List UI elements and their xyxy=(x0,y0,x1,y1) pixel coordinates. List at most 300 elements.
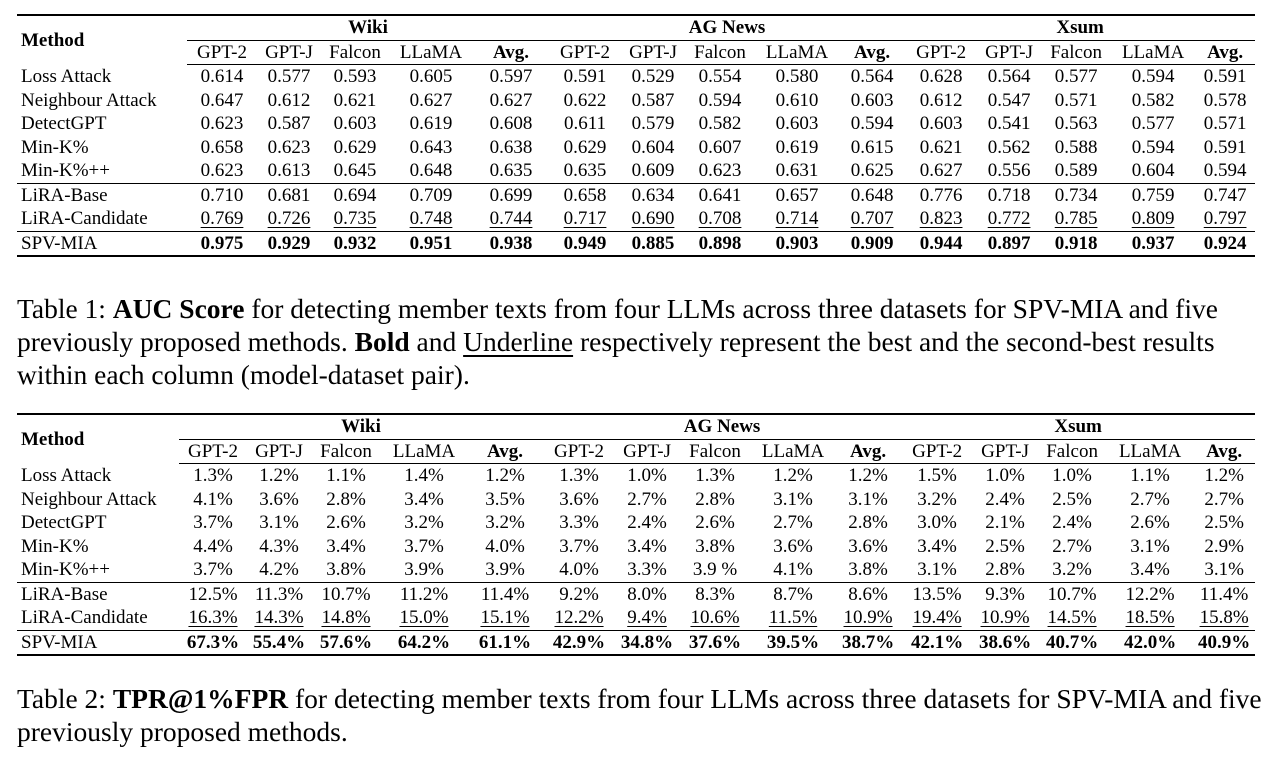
value: 2.8% xyxy=(848,512,888,533)
table-row xyxy=(17,535,1255,559)
value: 3.3% xyxy=(559,512,599,533)
value-cell xyxy=(1193,606,1255,630)
value-cell xyxy=(257,231,321,256)
value: 0.594 xyxy=(1203,160,1247,181)
model-header: Falcon xyxy=(311,439,381,464)
value: 8.7% xyxy=(773,583,813,605)
value: 0.759 xyxy=(1131,184,1175,206)
value: 0.604 xyxy=(631,136,675,158)
value-cell xyxy=(389,231,473,256)
value-cell xyxy=(621,207,685,231)
value-cell xyxy=(685,89,755,113)
value: 8.0% xyxy=(627,583,667,605)
value-cell xyxy=(549,231,621,256)
value-cell xyxy=(247,535,311,559)
value-cell xyxy=(389,159,473,183)
value: 0.885 xyxy=(631,232,675,254)
value-cell xyxy=(467,464,543,488)
model-header: GPT-2 xyxy=(187,40,257,65)
value: 3.1% xyxy=(917,559,957,580)
value: 3.6% xyxy=(773,535,813,557)
value-cell xyxy=(905,136,977,160)
method-name: SPV-MIA xyxy=(17,630,179,655)
value-cell xyxy=(257,159,321,183)
value-cell xyxy=(257,89,321,113)
table-row xyxy=(17,112,1255,136)
value: 18.5% xyxy=(1125,607,1175,628)
value: 0.589 xyxy=(1054,160,1098,181)
value: 9.4% xyxy=(627,607,667,628)
table-1-body xyxy=(17,15,1255,256)
value-cell xyxy=(1193,558,1255,582)
value-cell xyxy=(615,464,679,488)
dataset-header: AG News xyxy=(543,414,901,439)
value-cell xyxy=(973,511,1037,535)
value-cell xyxy=(257,65,321,89)
value-cell xyxy=(187,89,257,113)
value: 0.603 xyxy=(919,113,963,134)
value: 0.571 xyxy=(1203,113,1247,134)
value-cell xyxy=(1037,582,1107,606)
value-cell xyxy=(835,558,901,582)
value: 2.6% xyxy=(326,512,366,533)
value-cell xyxy=(615,582,679,606)
value: 4.4% xyxy=(193,535,233,557)
table-row xyxy=(17,136,1255,160)
value-cell xyxy=(187,231,257,256)
value: 38.7% xyxy=(841,631,895,653)
value: 0.658 xyxy=(200,136,244,158)
method-header: Method xyxy=(17,414,179,464)
value-cell xyxy=(905,89,977,113)
value-cell xyxy=(1041,231,1111,256)
value: 0.897 xyxy=(987,232,1031,254)
value-cell xyxy=(755,207,839,231)
value-cell xyxy=(179,511,247,535)
model-header: Falcon xyxy=(1037,439,1107,464)
value: 0.625 xyxy=(850,160,894,181)
value: 0.593 xyxy=(333,66,377,87)
value: 0.699 xyxy=(489,184,533,206)
value-cell xyxy=(247,511,311,535)
model-header: GPT-J xyxy=(621,40,685,65)
value-cell xyxy=(679,464,751,488)
value-cell xyxy=(679,488,751,512)
table-2-caption xyxy=(17,682,1262,748)
value-cell xyxy=(977,159,1041,183)
value: 2.1% xyxy=(985,512,1025,533)
value: 0.588 xyxy=(1054,136,1098,158)
caption-metric: AUC Score xyxy=(112,293,245,324)
value: 0.776 xyxy=(919,184,963,206)
value-cell xyxy=(247,630,311,655)
table-row xyxy=(17,511,1255,535)
value: 0.658 xyxy=(563,184,607,206)
value-cell xyxy=(549,136,621,160)
value: 1.2% xyxy=(848,465,888,486)
value-cell xyxy=(755,136,839,160)
value: 0.708 xyxy=(698,208,742,229)
value-cell xyxy=(311,511,381,535)
header-row-datasets xyxy=(17,15,1255,40)
value: 0.541 xyxy=(987,113,1031,134)
model-header: Avg. xyxy=(835,439,901,464)
value: 3.8% xyxy=(695,535,735,557)
value: 0.909 xyxy=(850,232,894,254)
value-cell xyxy=(1193,582,1255,606)
value: 4.3% xyxy=(259,535,299,557)
value-cell xyxy=(549,65,621,89)
dataset-header: Xsum xyxy=(901,414,1255,439)
value-cell xyxy=(549,183,621,207)
value: 0.619 xyxy=(775,136,819,158)
value-cell xyxy=(905,159,977,183)
value: 0.591 xyxy=(1203,136,1247,158)
value: 3.3% xyxy=(627,559,667,580)
value-cell xyxy=(179,606,247,630)
value-cell xyxy=(621,136,685,160)
model-header: GPT-2 xyxy=(549,40,621,65)
method-name: LiRA-Base xyxy=(17,183,187,207)
value: 3.1% xyxy=(259,512,299,533)
table-row xyxy=(17,488,1255,512)
value: 0.785 xyxy=(1054,208,1098,229)
model-header: GPT-2 xyxy=(179,439,247,464)
value: 42.9% xyxy=(552,631,606,653)
value: 0.612 xyxy=(267,89,311,111)
value: 15.8% xyxy=(1199,607,1249,628)
value-cell xyxy=(905,112,977,136)
value-cell xyxy=(247,606,311,630)
model-header: Avg. xyxy=(839,40,905,65)
model-header: LLaMA xyxy=(1111,40,1195,65)
method-name: Min-K% xyxy=(21,535,89,557)
value-cell xyxy=(381,511,467,535)
value-cell xyxy=(679,558,751,582)
value-cell xyxy=(1195,207,1255,231)
value-cell xyxy=(1195,65,1255,89)
value: 0.597 xyxy=(489,66,533,87)
value-cell xyxy=(1111,136,1195,160)
value: 2.4% xyxy=(627,512,667,533)
value: 3.9% xyxy=(485,559,525,580)
value-cell xyxy=(311,464,381,488)
method-header: Method xyxy=(17,15,187,65)
value-cell xyxy=(1037,606,1107,630)
value: 0.529 xyxy=(631,66,675,87)
value-cell xyxy=(543,558,615,582)
value: 0.556 xyxy=(987,160,1031,181)
value: 9.2% xyxy=(559,583,599,605)
value-cell xyxy=(179,464,247,488)
value-cell xyxy=(257,136,321,160)
value-cell xyxy=(973,488,1037,512)
value: 0.635 xyxy=(563,160,607,181)
table-row xyxy=(17,231,1255,256)
value: 0.622 xyxy=(563,89,607,111)
value: 0.772 xyxy=(987,208,1031,229)
value: 2.7% xyxy=(773,512,813,533)
model-header: GPT-2 xyxy=(901,439,973,464)
value: 2.8% xyxy=(326,488,366,510)
value: 2.8% xyxy=(985,559,1025,580)
table-row xyxy=(17,558,1255,582)
value-cell xyxy=(1195,159,1255,183)
value-cell xyxy=(839,65,905,89)
value-cell xyxy=(685,159,755,183)
value-cell xyxy=(311,606,381,630)
model-header: Falcon xyxy=(1041,40,1111,65)
value: 11.3% xyxy=(254,583,304,605)
value: 2.8% xyxy=(695,488,735,510)
method-name: LiRA-Candidate xyxy=(21,607,148,628)
value-cell xyxy=(615,511,679,535)
value: 1.3% xyxy=(695,465,735,486)
value-cell xyxy=(685,207,755,231)
value: 14.3% xyxy=(254,607,304,628)
value: 0.612 xyxy=(919,89,963,111)
table-2-body xyxy=(17,414,1255,655)
table-row xyxy=(17,582,1255,606)
value-cell xyxy=(685,183,755,207)
value: 0.611 xyxy=(564,113,607,134)
value-cell xyxy=(839,159,905,183)
value-cell xyxy=(473,231,549,256)
value: 10.6% xyxy=(690,607,740,628)
method-name: Neighbour Attack xyxy=(21,488,157,510)
value-cell xyxy=(1195,231,1255,256)
value: 0.809 xyxy=(1131,208,1175,229)
value-cell xyxy=(1195,89,1255,113)
value-cell xyxy=(1037,558,1107,582)
value-cell xyxy=(543,606,615,630)
value-cell xyxy=(679,582,751,606)
value-cell xyxy=(1037,535,1107,559)
value-cell xyxy=(187,183,257,207)
value: 42.1% xyxy=(910,631,964,653)
value: 0.929 xyxy=(267,232,311,254)
value: 1.0% xyxy=(985,465,1025,486)
value: 3.7% xyxy=(193,559,233,580)
value: 3.7% xyxy=(193,512,233,533)
value: 0.657 xyxy=(775,184,819,206)
value-cell xyxy=(179,535,247,559)
value: 0.591 xyxy=(1203,66,1247,87)
value-cell xyxy=(839,207,905,231)
value-cell xyxy=(901,606,973,630)
value: 0.641 xyxy=(698,184,742,206)
value: 10.9% xyxy=(980,607,1030,628)
value: 39.5% xyxy=(766,631,820,653)
value-cell xyxy=(321,136,389,160)
value-cell xyxy=(685,65,755,89)
value-cell xyxy=(467,488,543,512)
value: 0.631 xyxy=(775,160,819,181)
value: 0.707 xyxy=(850,208,894,229)
value: 2.6% xyxy=(695,512,735,533)
model-header: GPT-J xyxy=(973,439,1037,464)
value: 0.634 xyxy=(631,184,675,206)
value-cell xyxy=(473,112,549,136)
value-cell xyxy=(1107,535,1193,559)
value: 0.607 xyxy=(698,136,742,158)
model-header: GPT-J xyxy=(257,40,321,65)
value-cell xyxy=(905,183,977,207)
value-cell xyxy=(321,207,389,231)
value: 0.690 xyxy=(631,208,675,229)
value-cell xyxy=(751,558,835,582)
value-cell xyxy=(311,630,381,655)
value: 0.629 xyxy=(333,136,377,158)
value: 3.2% xyxy=(917,488,957,510)
method-name: DetectGPT xyxy=(21,512,107,533)
value-cell xyxy=(187,159,257,183)
value-cell xyxy=(835,511,901,535)
value: 0.587 xyxy=(631,89,675,111)
value-cell xyxy=(1193,511,1255,535)
value-cell xyxy=(1107,511,1193,535)
method-name: Min-K% xyxy=(21,136,89,158)
value: 0.603 xyxy=(850,89,894,111)
value-cell xyxy=(685,136,755,160)
value-cell xyxy=(621,231,685,256)
value: 0.621 xyxy=(333,89,377,111)
caption-text: for detecting member texts from four LLMs across three datasets for SPV-MIA and five previously proposed methods. xyxy=(17,293,1218,357)
value: 3.5% xyxy=(485,488,525,510)
value: 0.744 xyxy=(489,208,533,229)
value-cell xyxy=(901,464,973,488)
value: 0.709 xyxy=(409,184,453,206)
value-cell xyxy=(615,535,679,559)
value-cell xyxy=(1195,183,1255,207)
caption-label: Table 1: xyxy=(17,293,113,324)
table-row xyxy=(17,159,1255,183)
value: 0.823 xyxy=(919,208,963,229)
value-cell xyxy=(257,112,321,136)
value-cell xyxy=(835,464,901,488)
value-cell xyxy=(905,65,977,89)
value-cell xyxy=(839,231,905,256)
value-cell xyxy=(1037,464,1107,488)
value: 3.1% xyxy=(1130,535,1170,557)
value-cell xyxy=(839,183,905,207)
value: 0.635 xyxy=(489,160,533,181)
value: 1.2% xyxy=(485,465,525,486)
value-cell xyxy=(905,231,977,256)
caption-bold-word: Bold xyxy=(354,326,410,357)
method-name: DetectGPT xyxy=(21,113,107,134)
value: 64.2% xyxy=(397,631,451,653)
value: 0.648 xyxy=(850,184,894,206)
value-cell xyxy=(187,112,257,136)
value-cell xyxy=(1037,630,1107,655)
value-cell xyxy=(179,488,247,512)
value-cell xyxy=(839,112,905,136)
model-header: Avg. xyxy=(467,439,543,464)
value-cell xyxy=(1111,89,1195,113)
value-cell xyxy=(467,558,543,582)
value-cell xyxy=(473,183,549,207)
table-1-caption xyxy=(17,292,1262,391)
value-cell xyxy=(389,183,473,207)
table-row xyxy=(17,606,1255,630)
value: 0.623 xyxy=(698,160,742,181)
value-cell xyxy=(755,112,839,136)
value: 0.734 xyxy=(1054,184,1098,206)
value: 3.1% xyxy=(848,488,888,510)
method-name: Min-K%++ xyxy=(21,160,110,181)
value: 0.710 xyxy=(200,184,244,206)
value: 0.627 xyxy=(919,160,963,181)
model-header: GPT-J xyxy=(977,40,1041,65)
value: 3.4% xyxy=(627,535,667,557)
value-cell xyxy=(187,65,257,89)
value: 4.1% xyxy=(773,559,813,580)
value-cell xyxy=(311,488,381,512)
value: 10.7% xyxy=(1047,583,1097,605)
value: 0.562 xyxy=(987,136,1031,158)
value: 0.619 xyxy=(409,113,453,134)
model-header: Falcon xyxy=(685,40,755,65)
value-cell xyxy=(905,207,977,231)
value: 0.648 xyxy=(409,160,453,181)
value: 3.4% xyxy=(1130,559,1170,580)
value: 2.7% xyxy=(627,488,667,510)
value: 37.6% xyxy=(688,631,742,653)
value: 12.2% xyxy=(554,607,604,628)
value: 3.1% xyxy=(773,488,813,510)
table-2-tpr xyxy=(17,413,1255,656)
value-cell xyxy=(621,65,685,89)
value: 16.3% xyxy=(188,607,238,628)
value-cell xyxy=(755,89,839,113)
model-header: GPT-J xyxy=(247,439,311,464)
value-cell xyxy=(543,464,615,488)
value: 4.1% xyxy=(193,488,233,510)
value: 1.1% xyxy=(1130,465,1170,486)
value: 0.918 xyxy=(1054,232,1098,254)
value-cell xyxy=(751,535,835,559)
value-cell xyxy=(901,535,973,559)
value-cell xyxy=(835,606,901,630)
model-header: Falcon xyxy=(321,40,389,65)
dataset-header: AG News xyxy=(549,15,905,40)
value: 0.797 xyxy=(1203,208,1247,229)
value-cell xyxy=(1041,65,1111,89)
value-cell xyxy=(977,183,1041,207)
value: 1.1% xyxy=(326,465,366,486)
value: 3.8% xyxy=(326,559,366,580)
value: 1.5% xyxy=(917,465,957,486)
value-cell xyxy=(1041,183,1111,207)
value-cell xyxy=(1193,488,1255,512)
value: 10.7% xyxy=(321,583,371,605)
value: 1.0% xyxy=(627,465,667,486)
value-cell xyxy=(839,136,905,160)
value: 34.8% xyxy=(620,631,674,653)
value: 0.944 xyxy=(919,232,963,254)
value-cell xyxy=(321,159,389,183)
value-cell xyxy=(615,488,679,512)
value: 3.6% xyxy=(848,535,888,557)
value: 11.4% xyxy=(480,583,530,605)
model-header: Avg. xyxy=(1195,40,1255,65)
value: 3.7% xyxy=(404,535,444,557)
table-row xyxy=(17,630,1255,655)
value-cell xyxy=(381,558,467,582)
value: 0.603 xyxy=(333,113,377,134)
value: 38.6% xyxy=(978,631,1032,653)
